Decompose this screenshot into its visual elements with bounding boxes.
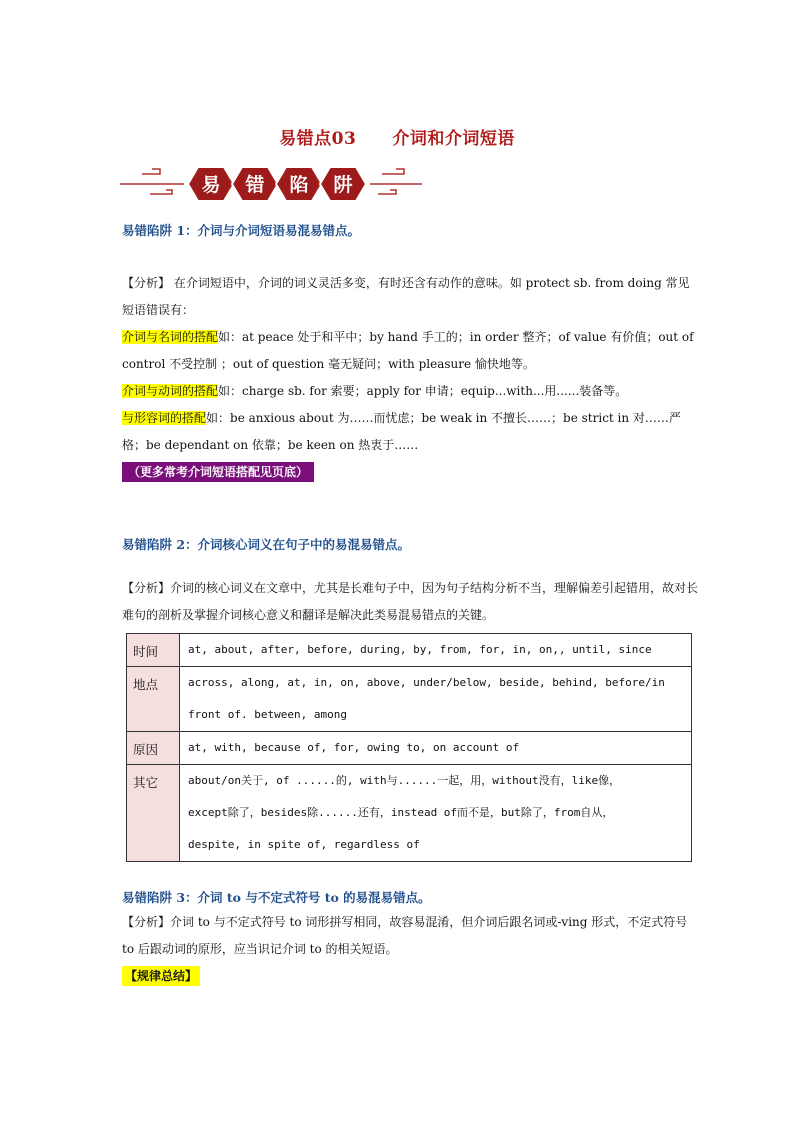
banner-char: 陷 xyxy=(289,174,309,196)
banner-char: 阱 xyxy=(333,174,353,196)
banner-tile xyxy=(320,167,366,201)
adj-collocation-text: 如：be anxious about 为……而忧虑；be weak in 不擅长……；be strict in 对……严格；be dependant on 依靠；be keen on 热衷于…… xyxy=(122,411,681,452)
table-row xyxy=(127,765,692,862)
table-row xyxy=(127,634,692,667)
trap2-body xyxy=(122,575,700,629)
adj-collocation-label: 与形容词的搭配 xyxy=(122,411,207,425)
trap2-analysis-text: 介词的核心词义在文章中，尤其是长难句子中，因为句子结构分析不当，理解偏差引起错用，故对长难句的剖析及掌握介词核心意义和翻译是解决此类易混易错点的关键。 xyxy=(122,581,699,622)
table-value-cell xyxy=(180,634,692,667)
title-number: 易错点03 xyxy=(279,129,357,149)
table-category-cell: 原因 xyxy=(127,732,180,765)
trap3-analysis-label: 【分析】 xyxy=(122,915,171,929)
trap2-analysis-label: 【分析】 xyxy=(122,581,171,595)
table-category-cell: 地点 xyxy=(127,667,180,732)
left-ornament xyxy=(120,169,184,194)
table-value-line: across, along, at, in, on, above, under/below, beside, behind, before/in xyxy=(188,676,665,689)
section-banner xyxy=(120,160,430,208)
trap1-analysis-text: 在介词短语中，介词的词义灵活多变，有时还含有动作的意味。如 protect sb. from doing 常见短语错误有： xyxy=(122,276,690,317)
banner-tile xyxy=(188,167,234,201)
noun-collocation-text: 如：at peace 处于和平中；by hand 手工的；in order 整齐；of value 有价值；out of control 不受控制 ；out of question 毫无疑问；with pleasure 愉快地等。 xyxy=(122,330,694,371)
table-category-cell: 其它 xyxy=(127,765,180,862)
trap2-heading: 易错陷阱 2：介词核心词义在句子中的易混易错点。 xyxy=(122,537,411,552)
table-value-line: except除了，besides除......还有，instead of而不是，but除了，from自从， xyxy=(188,806,614,819)
table-row xyxy=(127,667,692,732)
table-value-line: about/on关于, of ......的, with与......一起，用，without没有，like像， xyxy=(188,774,621,787)
table-value-line: at, with, because of, for, owing to, on account of xyxy=(188,741,520,754)
preposition-meaning-table xyxy=(126,633,692,862)
title-topic: 介词和介词短语 xyxy=(392,129,515,149)
table-value-cell xyxy=(180,732,692,765)
table-value-cell xyxy=(180,765,692,862)
table-value-line: despite, in spite of, regardless of xyxy=(188,838,420,851)
noun-collocation-label: 介词与名词的搭配 xyxy=(122,330,219,344)
table-value-line: front of. between, among xyxy=(188,708,347,721)
verb-collocation-label: 介词与动词的搭配 xyxy=(122,384,219,398)
rule-summary-label: 【规律总结】 xyxy=(122,966,200,986)
banner-char: 错 xyxy=(245,174,265,196)
trap1-heading: 易错陷阱 1：介词与介词短语易混易错点。 xyxy=(122,223,361,238)
trap3-analysis-text: 介词 to 与不定式符号 to 词形拼写相同，故容易混淆，但介词后跟名词或-ving 形式，不定式符号 to 后跟动词的原形，应当识记介词 to 的相关短语。 xyxy=(122,915,688,956)
banner-tile xyxy=(232,167,278,201)
trap1-analysis-label: 【分析】 xyxy=(122,276,171,290)
right-ornament xyxy=(358,169,422,194)
trap3-heading: 易错陷阱 3：介词 to 与不定式符号 to 的易混易错点。 xyxy=(122,890,431,905)
page-title xyxy=(0,124,794,149)
table-value-line: at, about, after, before, during, by, from, for, in, on,, until, since xyxy=(188,643,652,656)
more-collocations-note: （更多常考介词短语搭配见页底） xyxy=(122,462,314,482)
table-category-cell: 时间 xyxy=(127,634,180,667)
table-row xyxy=(127,732,692,765)
banner-tile xyxy=(276,167,322,201)
verb-collocation-text: 如：charge sb. for 索要；apply for 申请；equip...with...用......装备等。 xyxy=(218,384,628,398)
trap1-body xyxy=(122,270,700,486)
banner-char: 易 xyxy=(201,174,221,196)
table-value-cell xyxy=(180,667,692,732)
trap3-body xyxy=(122,909,700,990)
